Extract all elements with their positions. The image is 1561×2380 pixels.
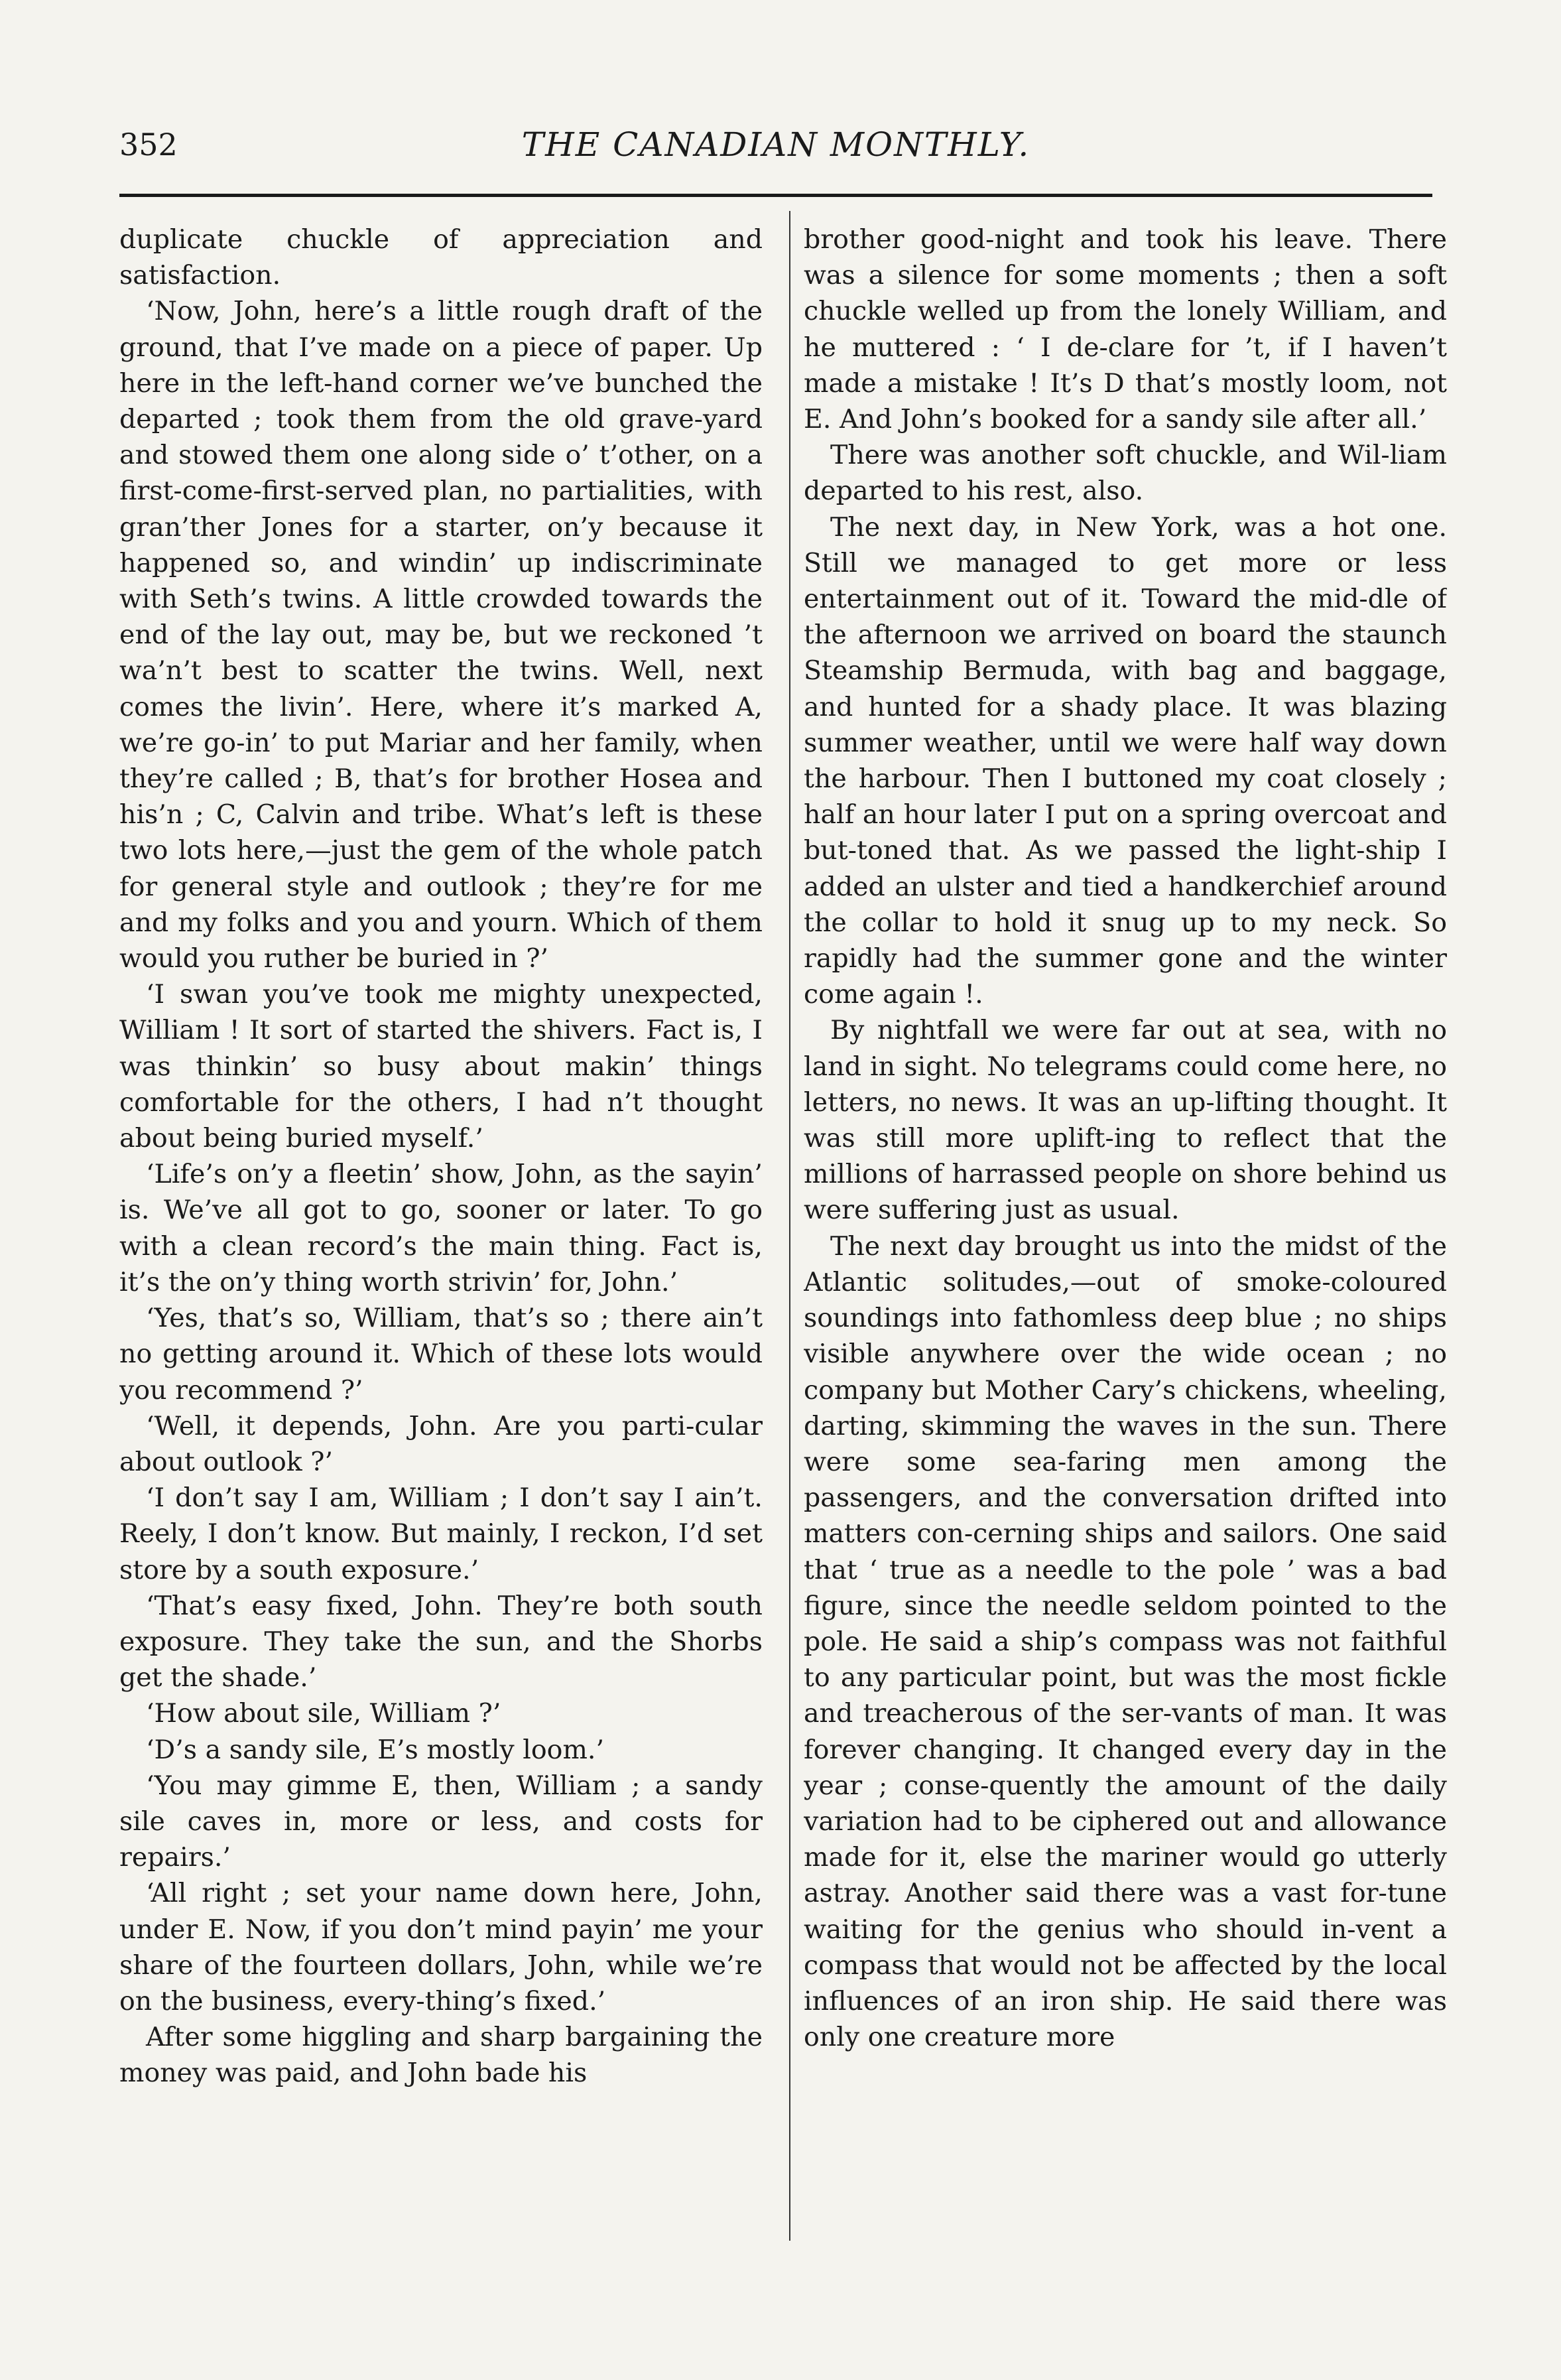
- paragraph: The next day brought us into the midst of the Atlantic solitudes,—out of smoke-coloured soundings into fathomless deep blue ; no ships visible anywhere over the wide ocean ; no company but Mother Cary’s chickens, wheeling, darting, skimming the waves in the sun. There were some sea-faring men among the passengers, and the conversation drifted into matters con-cerning ships and sailors. One said that ‘ true as a needle to the pole ’ was a bad figure, since the needle seldom pointed to the pole. He said a ship’s compass was not faithful to any particular point, but was the most fickle and treacherous of the ser-vants of man. It was forever changing. It changed every day in the year ; conse-quently the amount of the daily variation had to be ciphered out and allowance made for it, else the mariner would go utterly astray. Another said there was a vast for-tune waiting for the genius who should in-vent a compass that would not be affected by the local influences of an iron ship. He said there was only one creature more: [804, 1230, 1447, 2053]
- paragraph: By nightfall we were far out at sea, with no land in sight. No telegrams could come here, no letters, no news. It was an up-lifting thought. It was still more uplift-ing to reflect that the millions of harrassed people on shore behind us were suffering just as usual.: [804, 1015, 1447, 1226]
- paragraph: ‘Well, it depends, John. Are you parti-cular about outlook ?’: [119, 1410, 763, 1477]
- paragraph: ‘Yes, that’s so, William, that’s so ; there ain’t no getting around it. Which of these lots would you recommend ?’: [119, 1303, 763, 1406]
- paragraph: ‘I swan you’ve took me mighty unexpected, William ! It sort of started the shivers. Fact is, I was thinkin’ so busy about makin’ things comfortable for the others, I had n’t thought about being buried myself.’: [119, 979, 763, 1154]
- paragraph: duplicate chuckle of appreciation and satisfaction.: [119, 224, 763, 291]
- paragraph: ‘All right ; set your name down here, John, under E. Now, if you don’t mind payin’ me your share of the fourteen dollars, John, while we’re on the business, every-thing’s fixed.’: [119, 1878, 763, 2016]
- paragraph: ‘That’s easy fixed, John. They’re both south exposure. They take the sun, and the Shorbs get the shade.’: [119, 1590, 763, 1693]
- page-number: 352: [119, 127, 178, 163]
- right-column: [804, 222, 1447, 2251]
- paragraph: ‘D’s a sandy sile, E’s mostly loom.’: [146, 1734, 605, 1765]
- paragraph: ‘I don’t say I am, William ; I don’t say I ain’t. Reely, I don’t know. But mainly, I reckon, I’d set store by a south exposure.’: [119, 1483, 763, 1585]
- page-header: [119, 118, 1432, 171]
- left-column: [119, 222, 763, 2251]
- paragraph: After some higgling and sharp bargaining the money was paid, and John bade his: [119, 2022, 763, 2089]
- running-title: THE CANADIAN MONTHLY.: [521, 125, 1030, 164]
- paragraph: brother good-night and took his leave. There was a silence for some moments ; then a soft chuckle welled up from the lonely William, and he muttered : ‘ I de-clare for ’t, if I haven’t made a mistake ! It’s D that’s mostly loom, not E. And John’s booked for a sandy sile after all.’: [804, 224, 1447, 435]
- column-divider: [789, 211, 790, 2241]
- header-rule: [119, 194, 1432, 197]
- paragraph: ‘How about sile, William ?’: [146, 1698, 501, 1729]
- paragraph: There was another soft chuckle, and Wil-liam departed to his rest, also.: [804, 440, 1447, 507]
- paragraph: ‘Life’s on’y a fleetin’ show, John, as the sayin’ is. We’ve all got to go, sooner or later. To go with a clean record’s the main thing. Fact is, it’s the on’y thing worth strivin’ for, John.’: [119, 1159, 763, 1297]
- paragraph: The next day, in New York, was a hot one. Still we managed to get more or less entertainment out of it. Toward the mid-dle of the afternoon we arrived on board the staunch Steamship Bermuda, with bag and baggage, and hunted for a shady place. It was blazing summer weather, until we were half way down the harbour. Then I buttoned my coat closely ; half an hour later I put on a spring overcoat and but-toned that. As we passed the light-ship I added an ulster and tied a handkerchief around the collar to hold it snug up to my neck. So rapidly had the summer gone and the winter come again !.: [804, 511, 1447, 1010]
- paragraph: ‘Now, John, here’s a little rough draft of the ground, that I’ve made on a piece of paper. Up here in the left-hand corner we’ve bunched the departed ; took them from the old grave-yard and stowed them one along side o’ t’other, on a first-come-first-served plan, no partialities, with gran’ther Jones for a starter, on’y because it happened so, and windin’ up indiscriminate with Seth’s twins. A little crowded towards the end of the lay out, may be, but we reckoned ’t wa’n’t best to scatter the twins. Well, next comes the livin’. Here, where it’s marked A, we’re go-in’ to put Mariar and her family, when they’re called ; B, that’s for brother Hosea and his’n ; C, Calvin and tribe. What’s left is these two lots here,—just the gem of the whole patch for general style and outlook ; they’re for me and my folks and you and yourn. Which of them would you ruther be buried in ?’: [119, 296, 763, 974]
- paragraph: ‘You may gimme E, then, William ; a sandy sile caves in, more or less, and costs for repairs.’: [119, 1770, 763, 1873]
